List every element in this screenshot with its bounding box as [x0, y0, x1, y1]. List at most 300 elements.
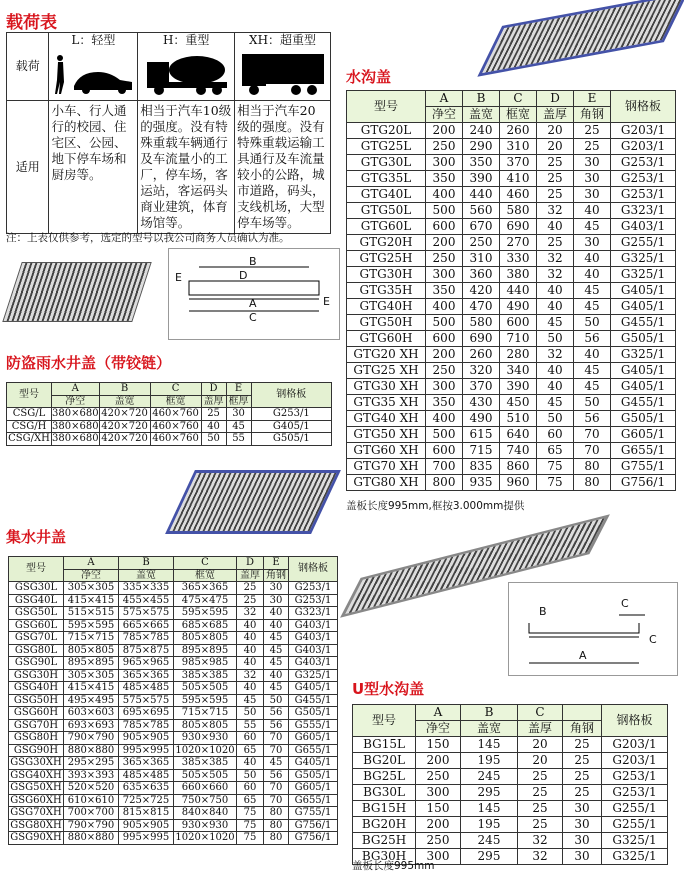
gtg-row-cell: 960	[500, 475, 537, 491]
gtg-row-cell: 500	[426, 315, 463, 331]
gtg-row-cell: G405/1	[611, 379, 676, 395]
gsg-row-cell: 575×575	[119, 694, 174, 707]
gtg-row-cell: GTG60 XH	[347, 443, 426, 459]
gsg-row-cell: G505/1	[289, 707, 338, 720]
gsg-row-cell: 45	[264, 632, 289, 645]
gsg-row-cell: 505×505	[174, 682, 237, 695]
gtg-row-cell: 250	[426, 139, 463, 155]
gtg-row-cell: 40	[574, 203, 611, 219]
gtg-row-cell: 50	[537, 331, 574, 347]
gtg-row-cell: 640	[500, 427, 537, 443]
gtg-row-cell: 20	[537, 123, 574, 139]
gsg-row	[9, 644, 338, 657]
bg-row-cell: 200	[416, 753, 461, 769]
csg-row-cell: 460×760	[150, 433, 201, 446]
bg-row-cell: BG20L	[353, 753, 416, 769]
gtg-row-cell: 340	[500, 363, 537, 379]
gsg-row-cell: 45	[237, 694, 264, 707]
gsg-row-cell: G405/1	[289, 757, 338, 770]
gtg-row-cell: 370	[500, 155, 537, 171]
gsg-row-cell: 40	[264, 619, 289, 632]
gsg-row-cell: 40	[237, 619, 264, 632]
light-label: L：轻型	[71, 33, 116, 47]
gtg-row-cell: 45	[574, 363, 611, 379]
gtg-row-cell: 350	[426, 395, 463, 411]
bg-row-cell: 300	[416, 785, 461, 801]
gsg-row-cell: 45	[264, 757, 289, 770]
gtg-row	[347, 123, 676, 139]
gtg-row-cell: 430	[463, 395, 500, 411]
gtg-row-cell: 350	[426, 171, 463, 187]
gsg-row	[9, 582, 338, 595]
gtg-row-cell: 670	[463, 219, 500, 235]
diagram-label-d: D	[239, 269, 248, 282]
gtg-row-cell: GTG35H	[347, 283, 426, 299]
gsg-row-cell: 455×455	[119, 594, 174, 607]
csg-row-cell: 380×680	[52, 433, 99, 444]
heavy-cell	[138, 33, 235, 101]
gtg-row	[347, 395, 676, 411]
gtg-row-cell: G405/1	[611, 299, 676, 315]
gtg-row-cell: 250	[426, 251, 463, 267]
gtg-row-cell: 360	[463, 267, 500, 283]
gsg-row-cell: 70	[264, 744, 289, 757]
gsg-row-cell: 880×880	[64, 744, 119, 757]
csg-row-cell: CSG/H	[7, 420, 52, 433]
gtg-row-cell: 400	[426, 411, 463, 427]
gsg-row-cell: 45	[264, 657, 289, 670]
gtg-row-cell: 60	[537, 427, 574, 443]
gsg-row	[9, 682, 338, 695]
gtg-row	[347, 251, 676, 267]
gsg-row-cell: 40	[237, 657, 264, 670]
gtg-row-cell: 350	[463, 155, 500, 171]
gsg-row-cell: 785×785	[119, 632, 174, 645]
gtg-row-cell: GTG25L	[347, 139, 426, 155]
gsg-row-cell: 595×595	[174, 607, 237, 620]
gtg-row-cell: 75	[537, 475, 574, 491]
csg-row	[7, 408, 332, 421]
gsg-row-cell: 45	[264, 644, 289, 657]
gtg-row-cell: 40	[574, 347, 611, 363]
gsg-row-cell: G253/1	[289, 582, 338, 595]
gtg-row-cell: 370	[463, 379, 500, 395]
gsg-row-cell: 515×515	[64, 607, 119, 620]
csg-row-cell: 460×760	[150, 420, 201, 433]
gtg-row-cell: 400	[426, 187, 463, 203]
gsg-row-cell: 875×875	[119, 644, 174, 657]
gsg-row-cell: 790×790	[64, 819, 119, 832]
gtg-row-cell: 700	[426, 459, 463, 475]
gtg-row-cell: 440	[500, 283, 537, 299]
gtg-row	[347, 411, 676, 427]
bg-header-top: 型号 A B C 钢格板	[353, 705, 668, 721]
gsg-row-cell: 805×805	[174, 719, 237, 732]
gtg-row-cell: 200	[426, 235, 463, 251]
csg-row-cell: 420×720	[99, 433, 150, 446]
bg-row-cell: 25	[518, 817, 563, 833]
gtg-table	[346, 90, 676, 491]
gsg-row-cell: 930×930	[174, 819, 237, 832]
gtg-row-cell: G253/1	[611, 155, 676, 171]
gtg-row	[347, 219, 676, 235]
gtg-row-cell: 250	[426, 363, 463, 379]
gsg-row	[9, 819, 338, 832]
gtg-row-cell: 835	[463, 459, 500, 475]
gsg-row-cell: 80	[264, 819, 289, 832]
bg-row-cell: 20	[518, 737, 563, 753]
bg-row-cell: BG30L	[353, 785, 416, 801]
gtg-row-cell: 45	[574, 219, 611, 235]
gtg-row-cell: GTG25 XH	[347, 363, 426, 379]
gsg-row-cell: 56	[264, 719, 289, 732]
gsg-row	[9, 757, 338, 770]
gtg-row-cell: G405/1	[611, 283, 676, 299]
gsg-row-cell: 40	[237, 757, 264, 770]
gtg-row-cell: 690	[463, 331, 500, 347]
bg-row	[353, 769, 668, 785]
gtg-row-cell: 25	[537, 171, 574, 187]
gtg-row-cell: 70	[574, 427, 611, 443]
gsg-row	[9, 669, 338, 682]
gsg-row-cell: 40	[237, 682, 264, 695]
gsg-row-cell: 505×505	[174, 769, 237, 782]
csg-row-cell: 40	[201, 420, 226, 433]
gsg-row-cell: 393×393	[64, 769, 119, 782]
gtg-row-cell: GTG25H	[347, 251, 426, 267]
gsg-row-cell: 595×595	[174, 694, 237, 707]
bg-row-cell: 25	[518, 785, 563, 801]
gtg-row-cell: 30	[574, 171, 611, 187]
gtg-row-cell: 260	[500, 123, 537, 139]
gtg-row	[347, 459, 676, 475]
gtg-row-cell: G203/1	[611, 139, 676, 155]
gtg-row-cell: GTG30L	[347, 155, 426, 171]
gtg-row-cell: 30	[574, 235, 611, 251]
hinged-cover-photo	[2, 262, 151, 322]
gsg-row-cell: GSG70H	[9, 719, 64, 732]
gtg-row	[347, 475, 676, 491]
gsg-row-cell: GSG40XH	[10, 769, 62, 781]
gtg-row-cell: 450	[500, 395, 537, 411]
gsg-row-cell: 60	[237, 732, 264, 745]
gtg-row-cell: G253/1	[611, 187, 676, 203]
xheavy-desc: 相当于汽车20级的强度。没有特殊重载运输工具通行及车流量较小的公路，城市道路，码头，支线机场，大型停车场等。	[235, 101, 331, 234]
trench-cover-photo	[477, 0, 684, 77]
gtg-row-cell: 45	[574, 299, 611, 315]
csg-title: 防盗雨水井盖（带铰链）	[6, 354, 172, 372]
gtg-row-cell: 250	[463, 235, 500, 251]
csg-row-cell: 420×720	[99, 420, 150, 433]
gtg-row-cell: 600	[426, 443, 463, 459]
xheavy-cell	[235, 33, 331, 101]
gsg-row	[9, 807, 338, 820]
gtg-row	[347, 203, 676, 219]
gsg-row-cell: 1020×1020	[175, 832, 235, 843]
gtg-row-cell: 490	[463, 411, 500, 427]
gsg-title: 集水井盖	[6, 528, 67, 546]
bg-row	[353, 833, 668, 849]
gsg-row	[9, 794, 338, 807]
bg-row-cell: G203/1	[602, 753, 668, 769]
gsg-row-cell: G325/1	[289, 669, 338, 682]
gtg-row-cell: 740	[500, 443, 537, 459]
gsg-row	[9, 632, 338, 645]
gsg-row-cell: 520×520	[64, 782, 119, 795]
gtg-row-cell: 310	[500, 139, 537, 155]
gtg-row-cell: 390	[500, 379, 537, 395]
gtg-row	[347, 443, 676, 459]
gtg-row-cell: 420	[463, 283, 500, 299]
gsg-row-cell: 985×985	[174, 657, 237, 670]
gsg-row-cell: 685×685	[174, 619, 237, 632]
gtg-row-cell: GTG60H	[347, 331, 426, 347]
gsg-row-cell: 635×635	[119, 782, 174, 795]
gtg-row	[347, 315, 676, 331]
gtg-row-cell: GTG20 XH	[347, 347, 426, 363]
gsg-row-cell: G755/1	[289, 807, 338, 820]
gtg-row-cell: 32	[537, 203, 574, 219]
gtg-row-cell: 40	[537, 299, 574, 315]
csg-row-cell: 45	[226, 420, 251, 433]
bg-row-cell: BG20H	[353, 817, 416, 833]
bg-row-cell: 30	[563, 817, 602, 833]
gtg-row-cell: GTG20H	[347, 235, 426, 251]
gtg-row-cell: 25	[574, 139, 611, 155]
gsg-row-cell: 50	[264, 694, 289, 707]
gsg-row-cell: 415×415	[64, 594, 119, 607]
gsg-row-cell: 693×693	[64, 719, 119, 732]
gtg-row-cell: 80	[574, 475, 611, 491]
gtg-row-cell: GTG50L	[347, 203, 426, 219]
load-table-note: 注：上表仅供参考，选定的型号以我公司商务人员确认为准。	[6, 232, 290, 244]
gtg-row-cell: G323/1	[611, 203, 676, 219]
csg-row-cell: 50	[201, 433, 226, 446]
gsg-row-cell: 70	[264, 732, 289, 745]
gtg-row-cell: 470	[463, 299, 500, 315]
gtg-row-cell: G405/1	[611, 363, 676, 379]
gtg-row-cell: 390	[463, 171, 500, 187]
gsg-row-cell: 750×750	[174, 794, 237, 807]
gtg-row-cell: 860	[500, 459, 537, 475]
gtg-row-cell: 600	[426, 219, 463, 235]
gtg-row-cell: 330	[500, 251, 537, 267]
car-person-icon	[50, 48, 136, 96]
gsg-row-cell: 715×715	[174, 707, 237, 720]
gtg-row-cell: 300	[426, 155, 463, 171]
gsg-row-cell: GSG60XH	[10, 794, 62, 806]
gtg-row	[347, 347, 676, 363]
gsg-row-cell: G555/1	[289, 719, 338, 732]
gsg-row-cell: G403/1	[289, 644, 338, 657]
gtg-row-cell: 45	[537, 315, 574, 331]
gsg-row-cell: 840×840	[174, 807, 237, 820]
gsg-row-cell: 45	[264, 682, 289, 695]
gtg-row-cell: 50	[574, 315, 611, 331]
gsg-row-cell: 660×660	[174, 782, 237, 795]
gtg-row-cell: 45	[574, 379, 611, 395]
gsg-row	[9, 619, 338, 632]
gtg-row-cell: 45	[574, 283, 611, 299]
gsg-row-cell: 32	[237, 607, 264, 620]
gtg-row-cell: 25	[537, 187, 574, 203]
gsg-row-cell: 40	[237, 632, 264, 645]
bg-row-cell: BG25L	[353, 769, 416, 785]
bg-row-cell: 250	[416, 769, 461, 785]
heavy-desc: 相当于汽车10级的强度。没有特殊重载车辆通行及车流量小的工厂，停车场，客运站，客运码头商业建筑，体育场馆等。	[138, 101, 235, 234]
gsg-table	[8, 556, 338, 845]
gsg-row-cell: 56	[264, 769, 289, 782]
gully-cover-photo	[165, 470, 341, 534]
gsg-row-cell: GSG90XH	[10, 832, 62, 843]
csg-row-cell: 380×680	[52, 408, 99, 419]
gtg-row-cell: GTG35L	[347, 171, 426, 187]
gtg-row-cell: 40	[537, 363, 574, 379]
csg-header-sub: 净空 盖宽 框宽 盖厚 框厚	[7, 395, 332, 408]
gsg-row-cell: 50	[237, 707, 264, 720]
gtg-row	[347, 379, 676, 395]
gsg-row-cell: GSG30L	[9, 582, 64, 595]
bg-title: U型水沟盖	[352, 680, 425, 698]
gtg-row-cell: G403/1	[611, 219, 676, 235]
gtg-row-cell: 40	[574, 267, 611, 283]
gsg-row-cell: GSG80H	[9, 732, 64, 745]
gsg-row-cell: 40	[264, 669, 289, 682]
xheavy-label: XH：超重型	[249, 33, 317, 47]
csg-table	[6, 382, 332, 446]
gtg-row	[347, 139, 676, 155]
bg-row-cell: 150	[416, 801, 461, 817]
gtg-row-cell: G325/1	[611, 347, 676, 363]
gtg-row-cell: 280	[500, 347, 537, 363]
gsg-row	[9, 657, 338, 670]
gsg-row-cell: G655/1	[289, 794, 338, 807]
gtg-row-cell: G505/1	[611, 331, 676, 347]
gtg-row	[347, 363, 676, 379]
gtg-row-cell: 320	[463, 363, 500, 379]
gtg-row-cell: GTG40H	[347, 299, 426, 315]
bg-row	[353, 753, 668, 769]
bg-row-cell: 145	[461, 801, 518, 817]
gsg-row	[9, 607, 338, 620]
gtg-row-cell: 200	[426, 123, 463, 139]
bg-row-cell: BG30H	[353, 849, 416, 865]
gsg-row-cell: 40	[264, 607, 289, 620]
bg-row-cell: 250	[416, 833, 461, 849]
diagram-label-a: A	[249, 297, 257, 310]
gtg-row	[347, 235, 676, 251]
gsg-row-cell: 665×665	[119, 619, 174, 632]
gsg-row-cell: 595×595	[64, 619, 119, 632]
gtg-row-cell: 690	[500, 219, 537, 235]
gsg-row-cell: GSG40H	[9, 682, 64, 695]
gtg-row-cell: G203/1	[611, 123, 676, 139]
bg-row	[353, 817, 668, 833]
gsg-row	[9, 744, 338, 757]
bg-row-cell: BG15L	[353, 737, 416, 753]
gtg-row-cell: 32	[537, 267, 574, 283]
gsg-row-cell: 75	[237, 819, 264, 832]
bg-row-cell: G203/1	[602, 737, 668, 753]
gtg-row-cell: 40	[574, 251, 611, 267]
gtg-row-cell: 300	[426, 267, 463, 283]
gsg-row	[9, 782, 338, 795]
gtg-row-cell: 600	[426, 331, 463, 347]
gsg-row-cell: 56	[264, 707, 289, 720]
bg-row-cell: 245	[461, 833, 518, 849]
bg-row-cell: 25	[563, 753, 602, 769]
gsg-row-cell: 725×725	[119, 794, 174, 807]
gsg-row	[9, 719, 338, 732]
gtg-row	[347, 299, 676, 315]
gsg-row-cell: 25	[237, 582, 264, 595]
gsg-row-cell: GSG30H	[9, 669, 64, 682]
u-diagram-label-b: B	[539, 605, 547, 618]
gtg-row-cell: GTG80 XH	[347, 475, 426, 491]
gtg-row-cell: 600	[500, 315, 537, 331]
bg-row-cell: G255/1	[602, 817, 668, 833]
gtg-row-cell: 710	[500, 331, 537, 347]
gtg-row-cell: 580	[500, 203, 537, 219]
gsg-row-cell: GSG60L	[9, 619, 64, 632]
gsg-row-cell: 485×485	[119, 769, 174, 782]
gtg-row-cell: 290	[463, 139, 500, 155]
bg-row-cell: 32	[518, 849, 563, 865]
gtg-row	[347, 283, 676, 299]
gsg-row-cell: 785×785	[119, 719, 174, 732]
gtg-row-cell: 40	[537, 219, 574, 235]
gtg-note: 盖板长度995mm,框按3.000mm提供	[346, 500, 525, 512]
gtg-row-cell: 25	[537, 235, 574, 251]
diagram-label-e-left: E	[175, 271, 182, 284]
gtg-row-cell: GTG20L	[347, 123, 426, 139]
gtg-row-cell: GTG35 XH	[347, 395, 426, 411]
bg-row	[353, 801, 668, 817]
gtg-row-cell: G253/1	[611, 171, 676, 187]
gsg-row-cell: 965×965	[119, 657, 174, 670]
gsg-row-cell: G323/1	[289, 607, 338, 620]
bg-row-cell: G325/1	[602, 833, 668, 849]
bg-row-cell: 32	[518, 833, 563, 849]
gtg-row-cell: 20	[537, 139, 574, 155]
csg-row	[7, 433, 332, 446]
csg-header-top: 型号 A B C D E 钢格板	[7, 383, 332, 396]
gtg-row-cell: G755/1	[611, 459, 676, 475]
bg-row-cell: 25	[563, 769, 602, 785]
csg-row-cell: G253/1	[251, 408, 331, 421]
gtg-row-cell: G756/1	[611, 475, 676, 491]
gsg-row-cell: 495×495	[64, 694, 119, 707]
gtg-row-cell: GTG30 XH	[347, 379, 426, 395]
csg-row-cell: 460×760	[150, 408, 201, 421]
gsg-row-cell: G756/1	[289, 832, 338, 845]
gtg-row-cell: G655/1	[611, 443, 676, 459]
u-diagram-label-c-top: C	[621, 597, 629, 610]
gsg-row-cell: 65	[237, 744, 264, 757]
bg-row-cell: 30	[563, 801, 602, 817]
gsg-row-cell: 905×905	[119, 732, 174, 745]
bg-row-cell: 295	[461, 849, 518, 865]
diagram-label-c: C	[249, 311, 257, 324]
bg-row-cell: 245	[461, 769, 518, 785]
bg-row-cell: 25	[518, 769, 563, 785]
bg-row-cell: G253/1	[602, 785, 668, 801]
gsg-row-cell: G605/1	[289, 732, 338, 745]
load-table	[6, 32, 331, 234]
gsg-row-cell: 305×305	[64, 582, 119, 595]
gsg-row-cell: G405/1	[289, 682, 338, 695]
gtg-row-cell: 45	[537, 395, 574, 411]
